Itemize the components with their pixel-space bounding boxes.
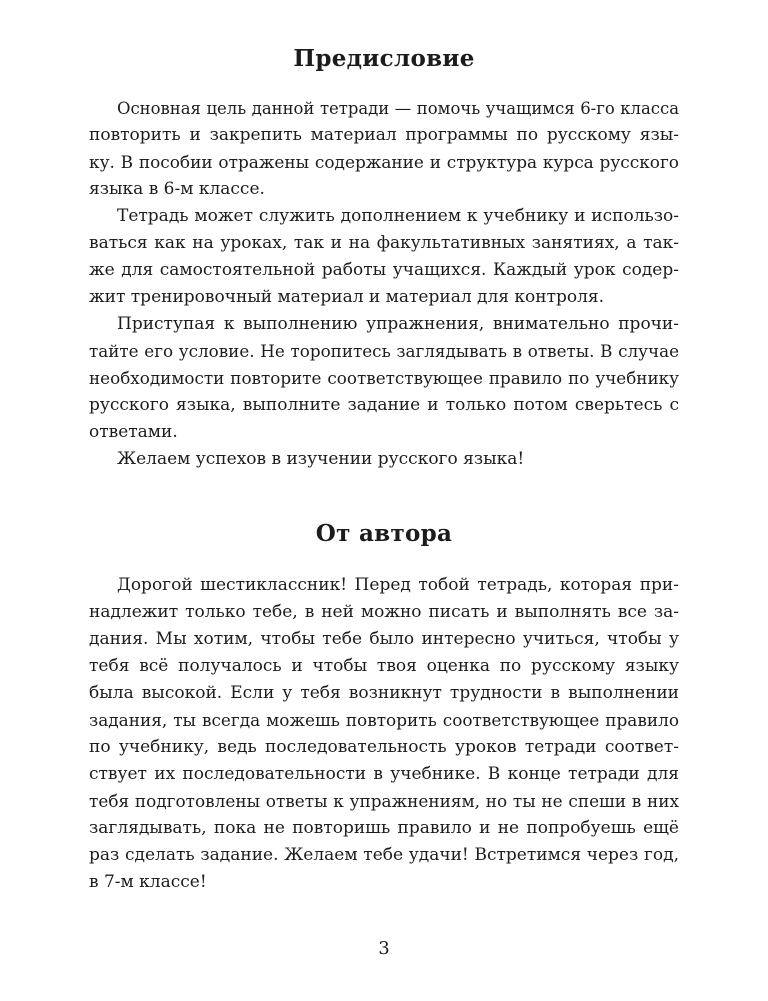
text-line: надлежит только тебе, в ней можно писать и выполнять все за- <box>89 602 679 622</box>
text-line: ответами. <box>89 422 178 442</box>
text-line: по учебнику, ведь последовательность уроков тетради соответ- <box>89 737 679 757</box>
text-line: была высокой. Если у тебя возникнут трудности в выполнении <box>89 683 679 703</box>
text-line: языка в 6-м классе. <box>89 179 265 199</box>
text-line: Приступая к выполнению упражнения, внимательно прочи- <box>117 314 679 334</box>
text-line: заглядывать, пока не повторишь правило и не попробуешь ещё <box>89 818 679 838</box>
text-line: ваться как на уроках, так и на факультативных занятиях, а так- <box>89 233 679 253</box>
text-line: Тетрадь может служить дополнением к учебнику и использо- <box>117 206 679 226</box>
text-line: ствует их последовательности в учебнике. В конце тетради для <box>89 764 679 784</box>
text-line: задания, ты всегда можешь повторить соответствующее правило <box>89 710 679 730</box>
author-text <box>89 572 679 896</box>
text-line: тебя всё получалось и чтобы твоя оценка по русскому языку <box>89 656 679 676</box>
author-heading: От автора <box>315 520 453 547</box>
text-line: дания. Мы хотим, чтобы тебе было интересно учиться, чтобы у <box>89 629 679 649</box>
preface-heading: Предисловие <box>293 45 475 72</box>
text-line: же для самостоятельной работы учащихся. Каждый урок содер- <box>89 260 679 280</box>
text-line: Желаем успехов в изучении русского языка! <box>117 449 525 469</box>
text-line: повторить и закрепить материал программы по русскому язы- <box>89 125 679 145</box>
preface-text <box>89 95 679 473</box>
text-line: в 7-м классе! <box>89 872 207 892</box>
page-number: 3 <box>378 938 390 959</box>
text-line: Дорогой шестиклассник! Перед тобой тетрадь, которая при- <box>117 575 679 595</box>
text-line: жит тренировочный материал и материал для контроля. <box>89 287 605 307</box>
text-line: тебя подготовлены ответы к упражнениям, но ты не спеши в них <box>89 791 679 811</box>
text-line: русского языка, выполните задание и только потом сверьтесь с <box>89 395 679 415</box>
text-line: ку. В пособии отражены содержание и структура курса русского <box>89 152 679 172</box>
text-line: тайте его условие. Не торопитесь заглядывать в ответы. В случае <box>89 341 679 361</box>
text-line: Основная цель данной тетради — помочь учащимся 6-го класса <box>117 99 679 118</box>
text-line: раз сделать задание. Желаем тебе удачи! Встретимся через год, <box>89 845 679 865</box>
text-line: необходимости повторите соответствующее правило по учебнику <box>89 368 679 388</box>
